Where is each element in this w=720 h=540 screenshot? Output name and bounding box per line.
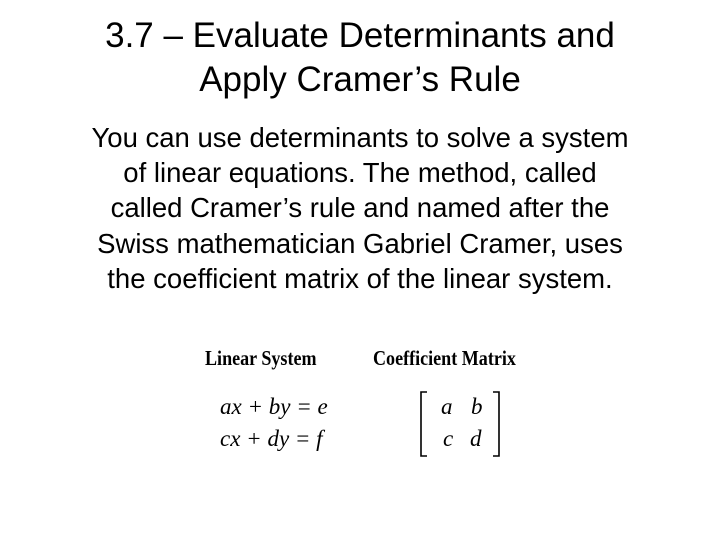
equation-1: ax + by = e (220, 394, 328, 419)
matrix-cell-c: c (443, 426, 454, 451)
matrix-cell-a: a (441, 394, 453, 419)
title-line-1: 3.7 – Evaluate Determinants and (105, 16, 615, 55)
body-line-5: the coefficient matrix of the linear system. (107, 262, 613, 294)
body-line-1: You can use determinants to solve a system (91, 122, 629, 153)
slide-title (0, 14, 720, 102)
body-line-3: called Cramer’s rule and named after the (110, 192, 610, 224)
linear-system-header: Linear System (205, 346, 317, 370)
left-bracket (421, 392, 427, 456)
matrix-cell-b: b (471, 394, 483, 419)
body-line-4: Swiss mathematician Gabriel Cramer, uses (97, 227, 623, 259)
cramer-figure (200, 345, 560, 465)
coefficient-matrix-header: Coefficient Matrix (373, 346, 516, 370)
matrix-cell-d: d (470, 426, 482, 451)
body-line-2: of linear equations. The method, called (123, 157, 597, 189)
matrix-brackets (418, 389, 502, 459)
equation-2: cx + dy = f (220, 426, 323, 451)
title-line-2: Apply Cramer’s Rule (199, 60, 521, 99)
body-paragraph (30, 120, 690, 296)
right-bracket (493, 392, 499, 456)
